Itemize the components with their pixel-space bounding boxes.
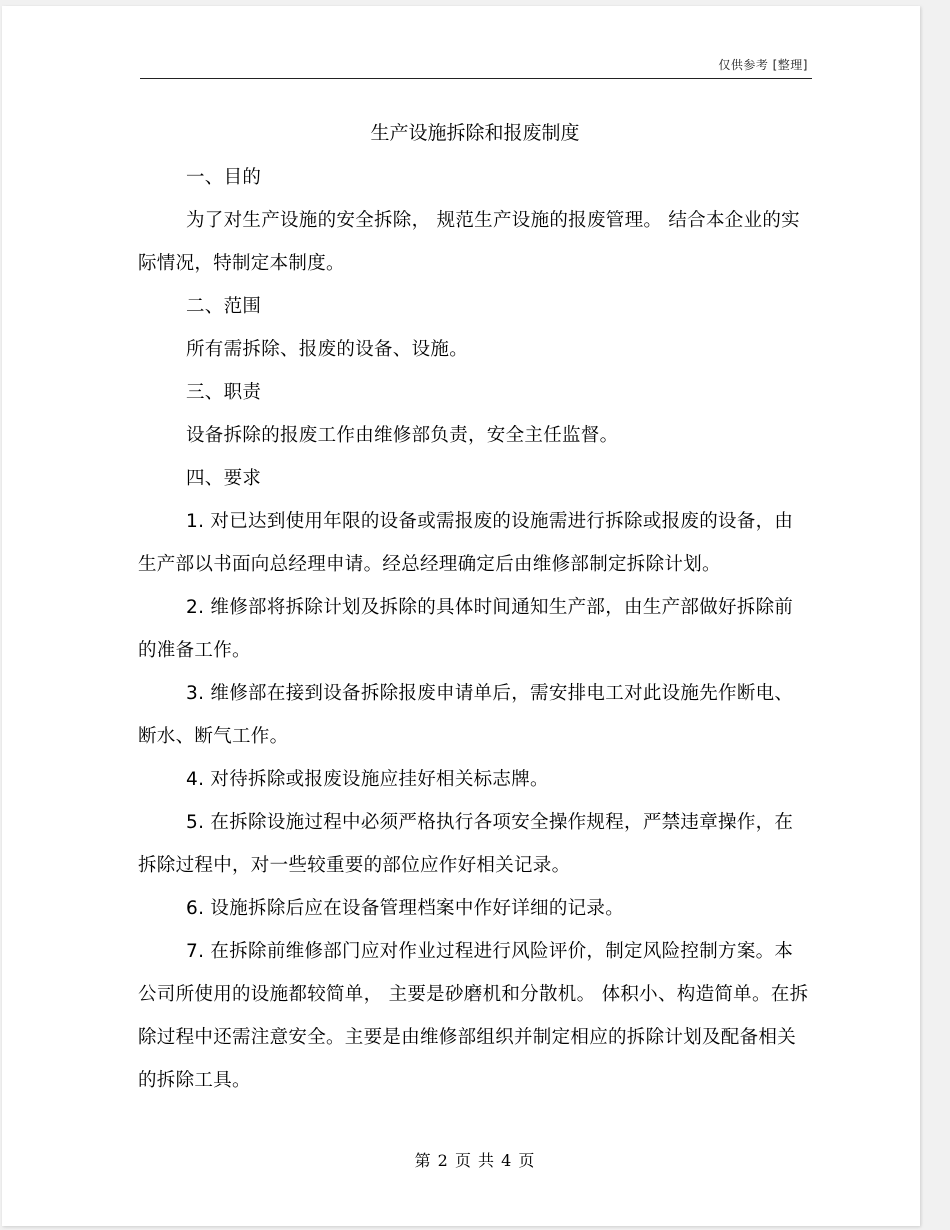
paragraph-duties: 设备拆除的报废工作由维修部负责，安全主任监督。 [186, 425, 619, 446]
requirement-item-7: 7. 在拆除前维修部门应对作业过程进行风险评价，制定风险控制方案。本公司所使用的设施都较简单， 主要是砂磨机和分散机。 体积小、构造简单。在拆除过程中还需注意安全。主要是由维修部组织并制定相应的拆除计划及配备相关的拆除工具。 [138, 941, 809, 1091]
requirement-item-1: 1. 对已达到使用年限的设备或需报废的设施需进行拆除或报废的设备，由生产部以书面向总经理申请。经总经理确定后由维修部制定拆除计划。 [138, 511, 794, 575]
section-heading-duties: 三、职责 [186, 382, 262, 403]
header-note: 仅供参考 [整理] [718, 58, 808, 72]
requirement-item-2: 2. 维修部将拆除计划及拆除的具体时间通知生产部，由生产部做好拆除前的准备工作。 [138, 597, 794, 661]
section-heading-purpose: 一、目的 [186, 167, 262, 188]
header-rule [140, 78, 812, 79]
document-title: 生产设施拆除和报废制度 [370, 122, 580, 144]
requirement-item-3: 3. 维修部在接到设备拆除报废申请单后，需安排电工对此设施先作断电、断水、断气工作。 [138, 683, 794, 747]
requirement-item-6: 6. 设施拆除后应在设备管理档案中作好详细的记录。 [186, 898, 625, 919]
paragraph-purpose: 为了对生产设施的安全拆除， 规范生产设施的报废管理。 结合本企业的实际情况，特制定本制度。 [138, 210, 800, 274]
requirement-item-5: 5. 在拆除设施过程中必须严格执行各项安全操作规程，严禁违章操作，在拆除过程中，对一些较重要的部位应作好相关记录。 [138, 812, 794, 876]
section-heading-requirements: 四、要求 [186, 468, 262, 489]
section-heading-scope: 二、范围 [186, 296, 262, 317]
page-number-footer: 第 2 页 共 4 页 [414, 1151, 536, 1170]
paragraph-scope: 所有需拆除、报废的设备、设施。 [186, 339, 469, 360]
document-body [138, 156, 810, 1102]
requirement-item-4: 4. 对待拆除或报废设施应挂好相关标志牌。 [186, 769, 549, 790]
